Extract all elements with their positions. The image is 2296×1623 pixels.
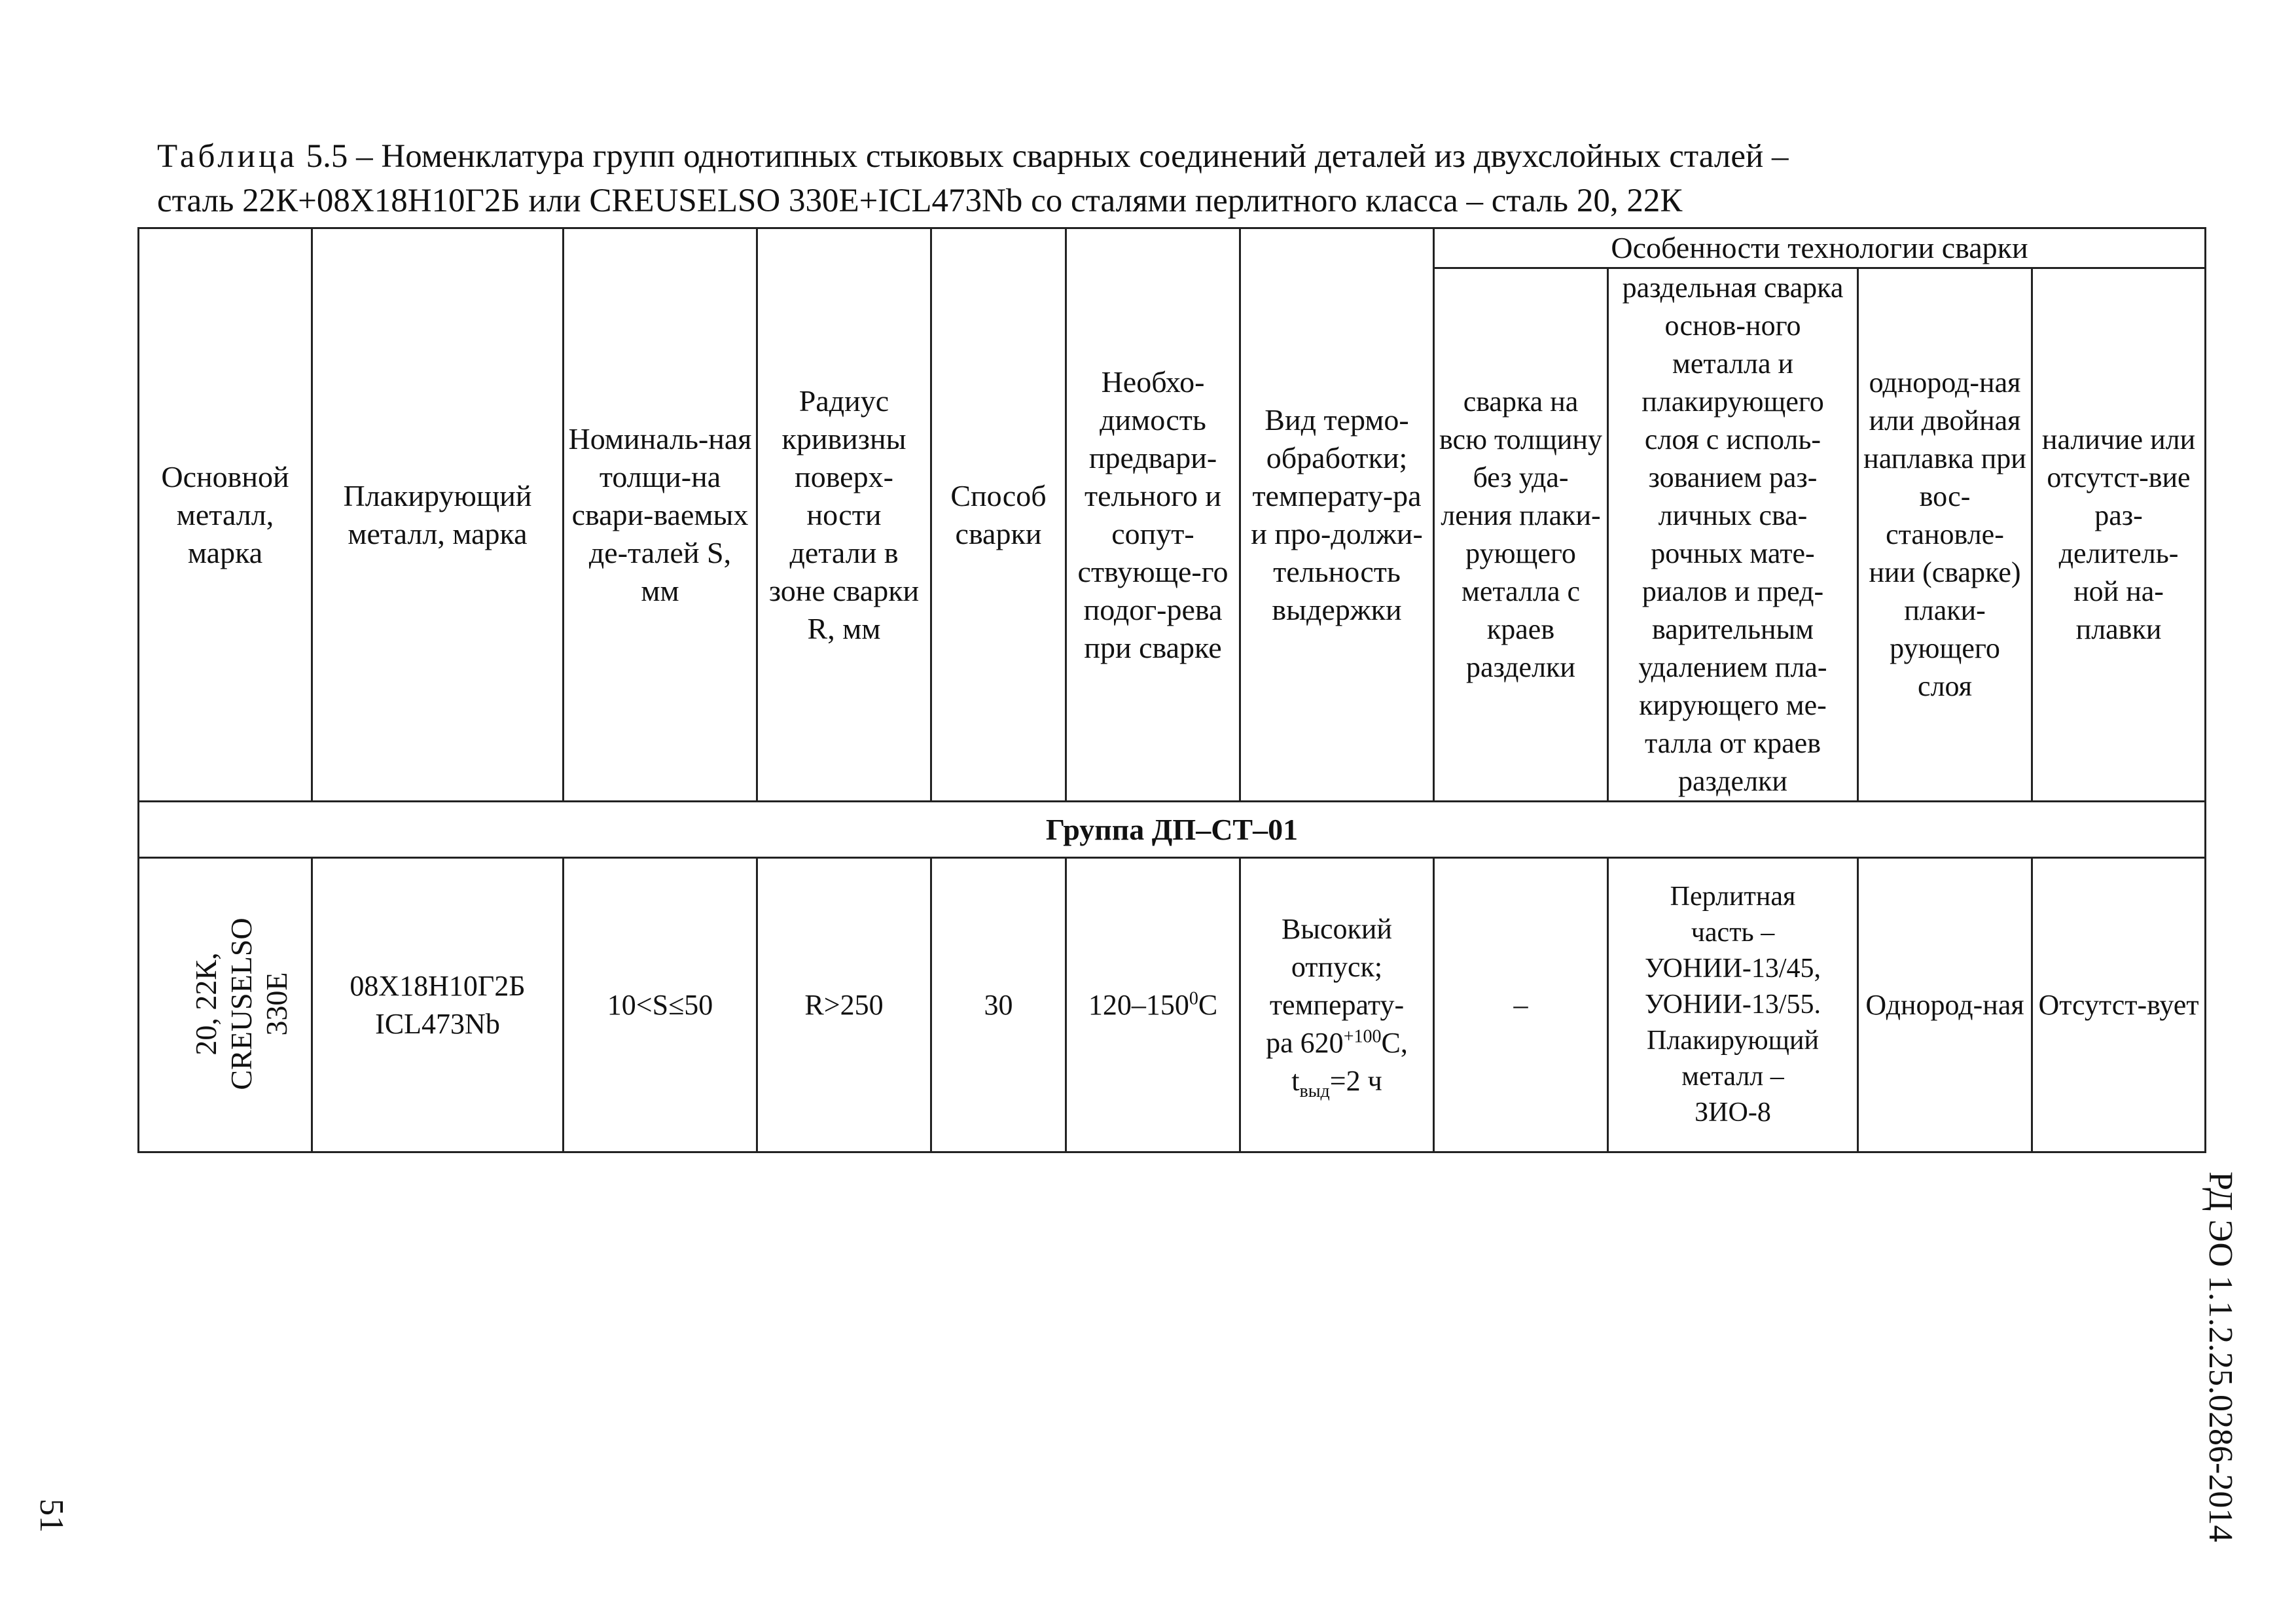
- ht-time: =2 ч: [1329, 1064, 1382, 1097]
- caption-line-1: [157, 134, 2199, 179]
- sep-line-3: УОНИИ-13/45,: [1644, 954, 1821, 984]
- sep-line-6: металл –: [1681, 1061, 1784, 1092]
- ht-temp-unit: С,: [1381, 1026, 1408, 1059]
- cell-preheat: [1066, 858, 1240, 1152]
- header-base-metal: Основной металл, марка: [139, 228, 312, 802]
- cell-base-metal: [139, 858, 312, 1152]
- header-welding-features: Особенности технологии сварки: [1434, 228, 2206, 268]
- caption-line-2: сталь 22К+08Х18Н10Г2Б или CREUSELSO 330E+ICL473Nb со сталями перлитного класса – сталь 20, 22К: [157, 183, 1683, 219]
- preheat-degree: 0: [1189, 988, 1198, 1008]
- header-thickness: Номиналь-ная толщи-на свари-ваемых де-талей S, мм: [564, 228, 757, 802]
- welding-groups-table: [137, 227, 2206, 1153]
- header-radius: Радиус кривизны поверх-ности детали в зоне сварки R, мм: [757, 228, 931, 802]
- header-separate-welding: раздельная сварка основ-ного металла и плакирующего слоя с исполь-зованием раз-личных сва-рочных мате-риалов и пред-варительным удалением пла-кирующего ме-талла от краев разделки: [1608, 268, 1858, 802]
- table-caption: [157, 134, 2199, 223]
- ht-line-3: температу-: [1269, 988, 1405, 1021]
- preheat-value: 120–150: [1088, 988, 1189, 1021]
- cell-overlay: Однород-ная: [1858, 858, 2032, 1152]
- sep-line-1: Перлитная: [1670, 882, 1796, 912]
- header-heat-treatment: Вид термо-обработки; температу-ра и про-должи-тельность выдержки: [1240, 228, 1434, 802]
- preheat-unit: С: [1198, 988, 1218, 1021]
- sep-line-5: Плакирующий: [1647, 1026, 1819, 1056]
- document-code: РД ЭО 1.1.2.25.0286-2014: [2202, 1171, 2239, 1543]
- header-clad-metal: Плакирующий металл, марка: [312, 228, 564, 802]
- clad-line-2: ICL473Nb: [375, 1007, 500, 1040]
- ht-line-4: [1245, 1024, 1429, 1062]
- caption-label: Таблица: [157, 138, 298, 175]
- sep-line-2: часть –: [1691, 918, 1775, 948]
- page-number: 51: [33, 1499, 70, 1533]
- header-full-thickness: сварка на всю толщину без уда-ления плаки-рующего металла с краев разделки: [1434, 268, 1608, 802]
- ht-line-2: отпуск;: [1291, 950, 1383, 983]
- header-separating-overlay: наличие или отсутст-вие раз-делитель-ной на-плавки: [2032, 268, 2206, 802]
- caption-line-1-text: 5.5 – Номенклатура групп однотипных стыковых сварных соединений деталей из двухслойных сталей –: [306, 138, 1789, 175]
- cell-thickness: 10<S≤50: [564, 858, 757, 1152]
- ht-line-5: [1245, 1062, 1429, 1100]
- cell-separate-welding: [1608, 858, 1858, 1152]
- cell-full-thickness: –: [1434, 858, 1608, 1152]
- ht-t-sub: выд: [1299, 1080, 1330, 1101]
- header-method: Способ сварки: [931, 228, 1066, 802]
- header-preheat: Необхо-димость предвари-тельного и сопут-ствующе-го подог-рева при сварке: [1066, 228, 1240, 802]
- header-overlay: однород-ная или двойная наплавка при вос-становле-нии (сварке) плаки-рующего слоя: [1858, 268, 2032, 802]
- cell-radius: R>250: [757, 858, 931, 1152]
- ht-temp: ра 620: [1266, 1026, 1344, 1059]
- clad-line-1: 08Х18Н10Г2Б: [350, 969, 526, 1002]
- cell-clad-metal: [312, 858, 564, 1152]
- sep-line-7: ЗИО-8: [1695, 1097, 1771, 1128]
- cell-separating-overlay: Отсутст-вует: [2032, 858, 2206, 1152]
- ht-line-1: Высокий: [1282, 912, 1392, 945]
- cell-heat-treatment: [1240, 858, 1434, 1152]
- ht-temp-sup: +100: [1343, 1026, 1382, 1046]
- ht-t: t: [1291, 1064, 1300, 1097]
- base-metal-rotated: 20, 22К, CREUSELSO 330E: [189, 918, 293, 1090]
- sep-line-4: УОНИИ-13/55.: [1644, 990, 1821, 1020]
- cell-method: 30: [931, 858, 1066, 1152]
- group-title: Группа ДП–СТ–01: [139, 802, 2206, 858]
